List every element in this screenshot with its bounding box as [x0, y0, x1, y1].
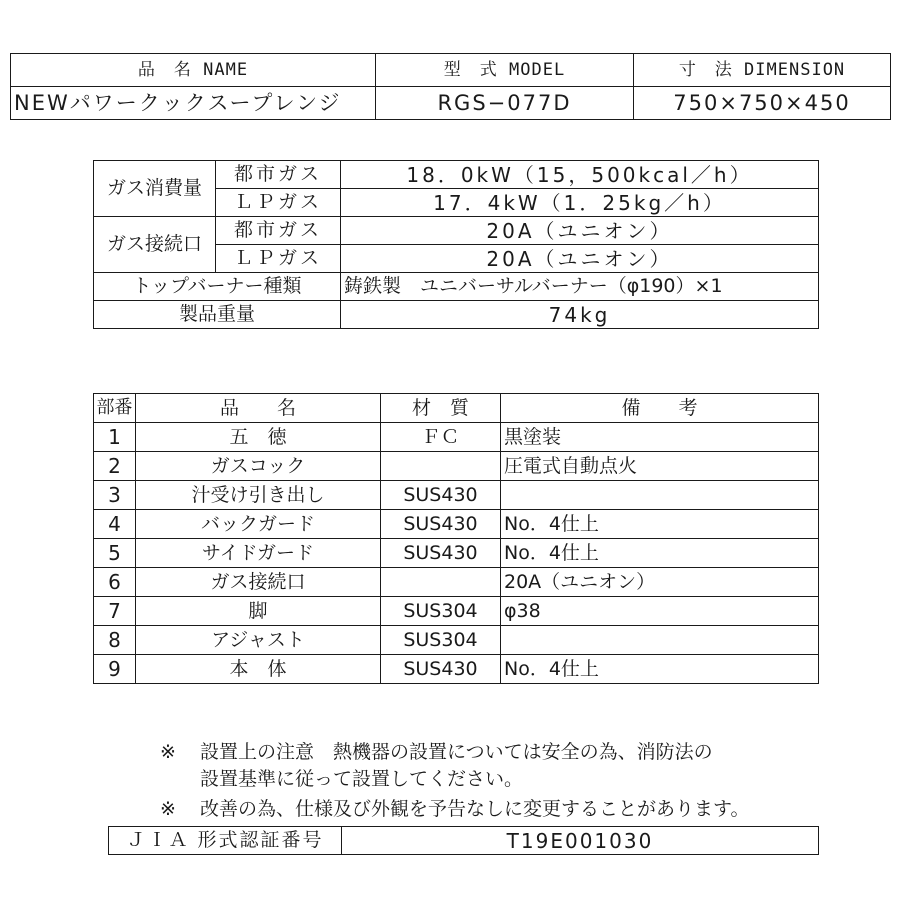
part-name: アジャスト: [136, 626, 381, 655]
part-material: SUS430: [381, 539, 501, 568]
table-row: [94, 423, 819, 452]
part-note: [501, 481, 819, 510]
product-name: NEWパワークックスープレンジ: [11, 87, 376, 120]
part-material: SUS430: [381, 481, 501, 510]
burner-value: 鋳鉄製 ユニバーサルバーナー（φ190）×1: [341, 273, 819, 301]
jia-number: T19E001030: [342, 827, 819, 855]
weight-label: 製品重量: [94, 301, 341, 329]
part-note: 圧電式自動点火: [501, 452, 819, 481]
part-no: 8: [94, 626, 136, 655]
jia-row: [109, 827, 819, 855]
part-no: 2: [94, 452, 136, 481]
installation-note-line2: 設置基準に従って設置してください。: [200, 768, 524, 790]
consumption-city-row: [94, 161, 819, 189]
part-material: SUS430: [381, 510, 501, 539]
part-note: No．4仕上: [501, 510, 819, 539]
table-row: [94, 481, 819, 510]
table-row: [94, 655, 819, 684]
parts-header-name: 品 名: [136, 394, 381, 423]
table-row: [94, 539, 819, 568]
consumption-lp-label: ＬＰガス: [216, 189, 341, 217]
part-no: 9: [94, 655, 136, 684]
table-row: [94, 568, 819, 597]
improvement-note-text: 改善の為、仕様及び外観を予告なしに変更することがあります。: [200, 798, 750, 820]
consumption-city-value: 18．0kW（15，500kcal／h）: [341, 161, 819, 189]
burner-row: [94, 273, 819, 301]
part-name: 汁受け引き出し: [136, 481, 381, 510]
part-material: [381, 568, 501, 597]
name-column-header: 品 名 NAME: [11, 54, 376, 87]
part-note: φ38: [501, 597, 819, 626]
product-dimension: 750×750×450: [634, 87, 891, 120]
connection-lp-value: 20A（ユニオン）: [341, 245, 819, 273]
part-note: [501, 626, 819, 655]
header-value-row: [11, 87, 891, 120]
connection-city-value: 20A（ユニオン）: [341, 217, 819, 245]
part-name: 脚: [136, 597, 381, 626]
parts-header-no: 部番: [94, 394, 136, 423]
parts-table: [93, 393, 819, 684]
model-column-header: 型 式 MODEL: [376, 54, 634, 87]
table-row: [94, 452, 819, 481]
consumption-city-label: 都市ガス: [216, 161, 341, 189]
consumption-lp-value: 17．4kW（1．25kg／h）: [341, 189, 819, 217]
part-material: SUS304: [381, 626, 501, 655]
weight-value: 74kg: [341, 301, 819, 329]
part-name: 五 徳: [136, 423, 381, 452]
table-row: [94, 510, 819, 539]
note-mark: ※: [160, 798, 176, 820]
parts-header-note: 備 考: [501, 394, 819, 423]
part-no: 6: [94, 568, 136, 597]
part-note: No．4仕上: [501, 539, 819, 568]
note-mark: ※: [160, 741, 176, 763]
product-header-table: [10, 53, 891, 120]
installation-note: [160, 737, 713, 764]
header-label-row: [11, 54, 891, 87]
part-note: 20A（ユニオン）: [501, 568, 819, 597]
part-material: SUS430: [381, 655, 501, 684]
gas-spec-table: [93, 160, 819, 329]
part-name: 本 体: [136, 655, 381, 684]
table-row: [94, 626, 819, 655]
connection-city-label: 都市ガス: [216, 217, 341, 245]
connection-label: ガス接続口: [94, 217, 216, 273]
part-material: ＦＣ: [381, 423, 501, 452]
part-name: ガス接続口: [136, 568, 381, 597]
part-name: サイドガード: [136, 539, 381, 568]
part-no: 7: [94, 597, 136, 626]
part-no: 5: [94, 539, 136, 568]
dimension-column-header: 寸 法 DIMENSION: [634, 54, 891, 87]
connection-city-row: [94, 217, 819, 245]
part-material: SUS304: [381, 597, 501, 626]
part-name: バックガード: [136, 510, 381, 539]
installation-note-line1: 設置上の注意 熱機器の設置については安全の為、消防法の: [200, 741, 713, 763]
part-material: [381, 452, 501, 481]
weight-row: [94, 301, 819, 329]
jia-certification-table: [108, 826, 819, 855]
part-no: 3: [94, 481, 136, 510]
connection-lp-label: ＬＰガス: [216, 245, 341, 273]
part-note: No．4仕上: [501, 655, 819, 684]
consumption-label: ガス消費量: [94, 161, 216, 217]
parts-header-material: 材 質: [381, 394, 501, 423]
product-model: RGS−077D: [376, 87, 634, 120]
table-row: [94, 597, 819, 626]
part-no: 1: [94, 423, 136, 452]
burner-label: トップバーナー種類: [94, 273, 341, 301]
parts-header-row: [94, 394, 819, 423]
part-name: ガスコック: [136, 452, 381, 481]
jia-label: ＪＩＡ 形式認証番号: [109, 827, 342, 855]
part-note: 黒塗装: [501, 423, 819, 452]
improvement-note: [160, 794, 749, 821]
part-no: 4: [94, 510, 136, 539]
